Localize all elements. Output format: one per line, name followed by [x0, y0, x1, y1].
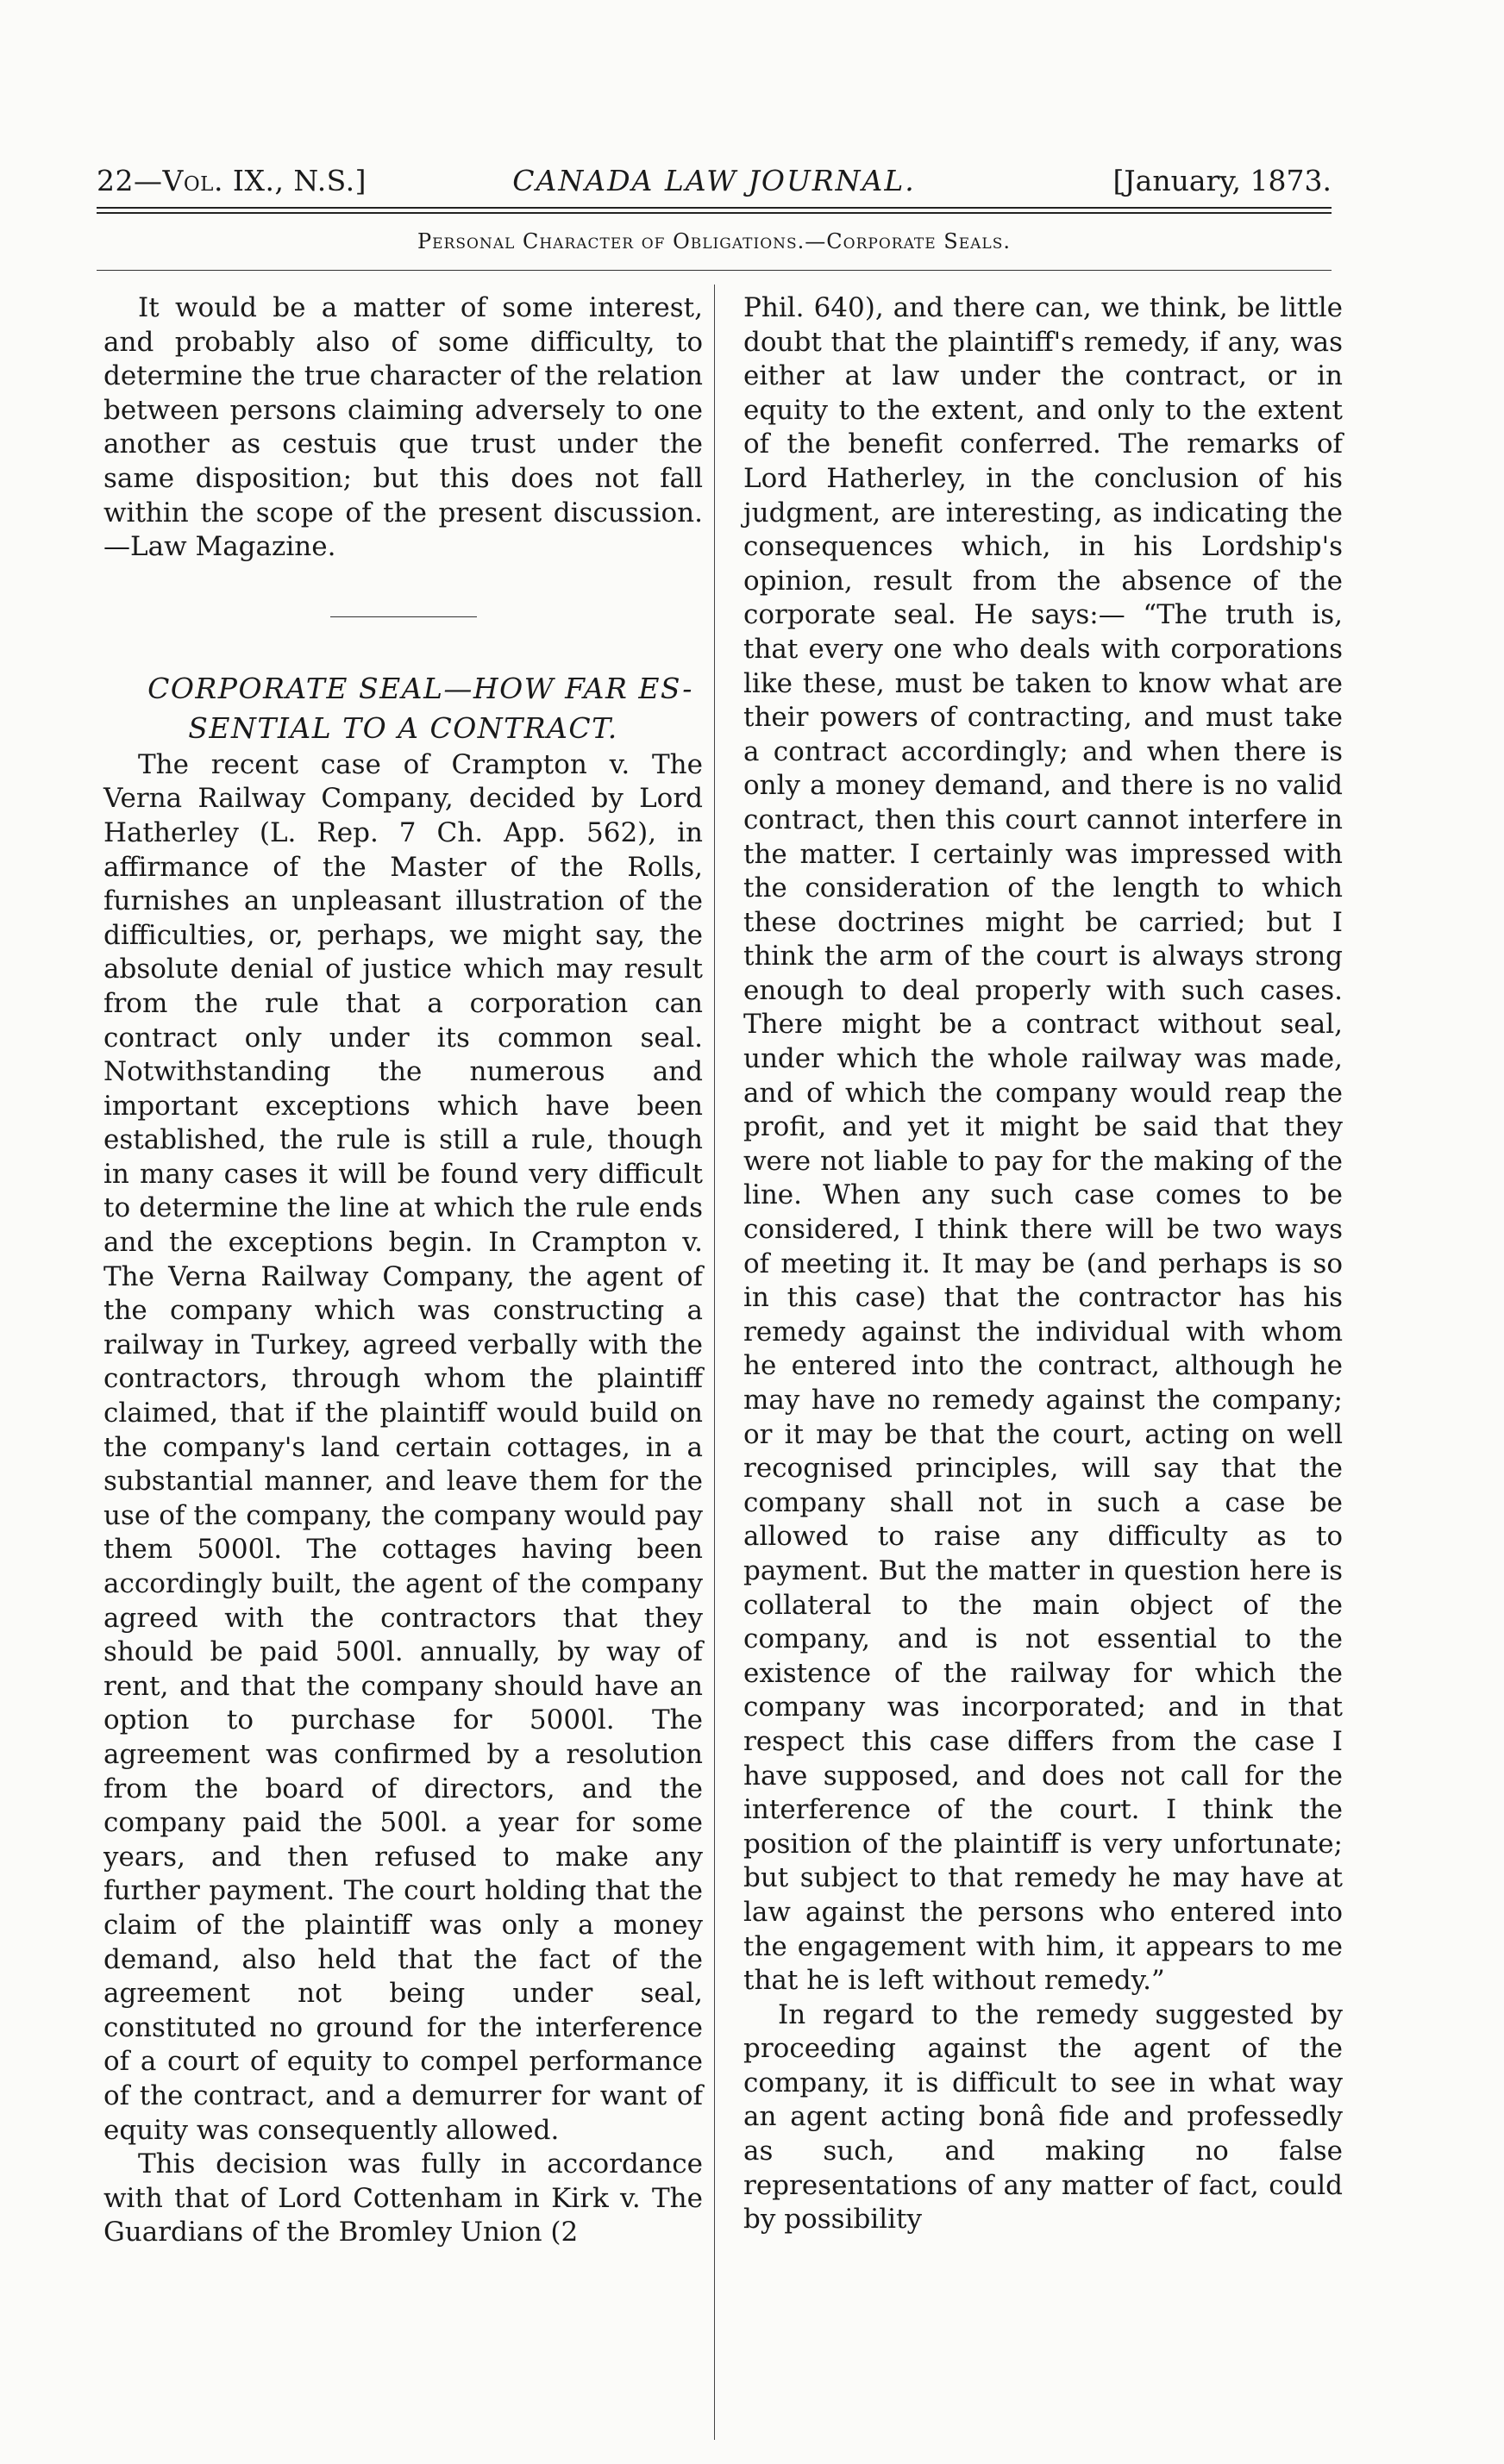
subheader-rule: [97, 270, 1332, 271]
continued-paragraph: Phil. 640), and there can, we think, be little doubt that the plaintiff's remedy, if any, was either at law under the contract, or in equity to the extent, and only to the extent of the benefit conferred. The remarks of Lord Hatherley, in the conclusion of his judgment, are interesting, as indicating the consequences which, in his Lordship's opinion, result from the absence of the corporate seal. He says:— “The truth is, that every one who deals with corporations like these, must be taken to know what are their powers of contracting, and must take a contract accordingly; and when there is only a money demand, and there is no valid contract, then this court cannot interfere in the matter. I certainly was impressed with the consideration of the length to which these doctrines might be carried; but I think the arm of the court is always strong enough to deal properly with such cases. There might be a contract without seal, under which the whole railway was made, and of which the company would reap the profit, and yet it might be said that they were not liable to pay for the making of the line. When any such case comes to be considered, I think there will be two ways of meeting it. It may be (and perhaps is so in this case) that the contractor has his remedy against the individual with whom he entered into the contract, although he may have no remedy against the company; or it may be that the court, acting on well recognised principles, will say that the company shall not in such a case be allowed to raise any difficulty as to payment. But the matter in question here is collateral to the main object of the company, and is not essential to the existence of the railway for which the company was incorporated; and in that respect this case differs from the case I have supposed, and does not call for the interference of the court. I think the position of the plaintiff is very unfortunate; but subject to that remedy he may have at law against the persons who entered into the engagement with him, it appears to me that he is left without remedy.”: [743, 292, 1343, 1997]
article-title-line-1: CORPORATE SEAL—HOW FAR ES-: [147, 671, 693, 705]
section-subheader: Personal Character of Obligations.—Corporate Seals.: [417, 229, 1012, 253]
issue-date: [January, 1873.: [1112, 164, 1332, 197]
left-column: [103, 291, 703, 2250]
running-head: [97, 159, 1332, 203]
column-divider: [714, 285, 715, 2440]
article-title-line-2: SENTIAL TO A CONTRACT.: [188, 710, 618, 745]
header-rule-upper: [97, 207, 1332, 209]
article-paragraph-1: The recent case of Crampton v. The Verna Railway Company, decided by Lord Hatherley (L. Rep. 7 Ch. App. 562), in affirmance of the Master of the Rolls, furnishes an unpleasant illustration of the difficulties, or, perhaps, we might say, the absolute denial of justice which may result from the rule that a corporation can contract only under its common seal. Notwithstanding the numerous and important exceptions which have been established, the rule is still a rule, though in many cases it will be found very difficult to determine the line at which the rule ends and the exceptions begin. In Crampton v. The Verna Railway Company, the agent of the company which was constructing a railway in Turkey, agreed verbally with the contractors, through whom the plaintiff claimed, that if the plaintiff would build on the company's land certain cottages, in a substantial manner, and leave them for the use of the company, the company would pay them 5000l. The cottages having been accordingly built, the agent of the company agreed with the contractors that they should be paid 500l. annually, by way of rent, and that the company should have an option to purchase for 5000l. The agreement was confirmed by a resolution from the board of directors, and the company paid the 500l. a year for some years, and then refused to make any further payment. The court holding that the claim of the plaintiff was only a money demand, also held that the fact of the agreement not being under seal, constituted no ground for the interference of a court of equity to compel performance of the contract, and a demurrer for want of equity was consequently allowed.: [103, 748, 703, 2146]
article-paragraph-2: This decision was fully in accordance with that of Lord Cottenham in Kirk v. The Guardians of the Bromley Union (2: [103, 2148, 703, 2248]
article-title: [103, 669, 703, 748]
article-paragraph-3: In regard to the remedy suggested by proceeding against the agent of the company, it is difficult to see in what way an agent acting bonâ fide and professedly as such, and making no false representations of any matter of fact, could by possibility: [743, 1998, 1343, 2236]
page-number-volume: 22—Vol. IX., N.S.]: [97, 164, 367, 197]
closing-paragraph: It would be a matter of some interest, and probably also of some difficulty, to determine the true character of the relation between persons claiming adversely to one another as cestuis que trust under the same disposition; but this does not fall within the scope of the present discussion.—Law Magazine.: [103, 292, 703, 563]
article-separator: [330, 616, 477, 617]
header-rule-lower: [97, 212, 1332, 214]
right-column: [743, 291, 1343, 2237]
journal-title: CANADA LAW JOURNAL.: [512, 164, 916, 197]
